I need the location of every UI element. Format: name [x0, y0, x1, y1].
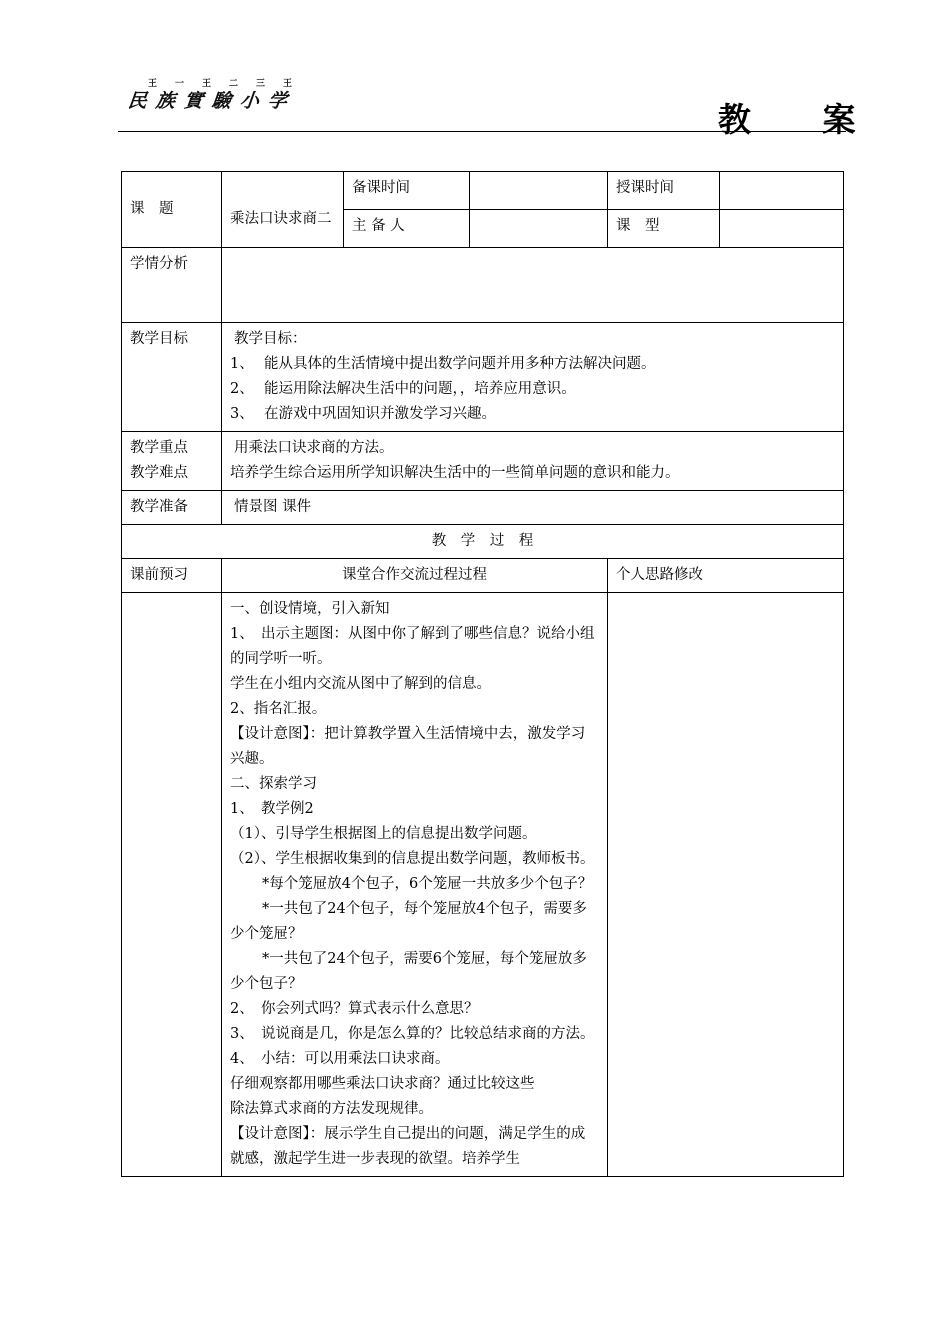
goal-text: 能从具体的生活情境中提出数学问题并用多种方法解决问题。 [264, 356, 656, 372]
process-line: 仔细观察都用哪些乘法口诀求商？通过比较这些 [230, 1076, 535, 1092]
type-label: 课 型 [608, 210, 720, 248]
school-motto: 王一王二三王 [148, 79, 311, 89]
preparer-value [470, 210, 608, 248]
process-line: 3、 说说商是几，你是怎么算的？比较总结求商的方法。 [230, 1026, 595, 1042]
goals-label: 教学目标 [122, 323, 222, 432]
goal-number: 1、 [230, 356, 254, 372]
process-line: 除法算式求商的方法发现规律。 [230, 1101, 433, 1117]
process-line: 2、 你会列式吗？算式表示什么意思？ [230, 1001, 479, 1017]
goal-text: 在游戏中巩固知识并激发学习兴趣。 [264, 406, 496, 422]
goal-text: 能运用除法解决生活中的问题，，培养应用意识。 [264, 381, 576, 397]
process-line: （1）、引导学生根据图上的信息提出数学问题。 [230, 826, 537, 842]
process-line: *一共包了24个包子，需要6个笼屉，每个笼屉放多少个包子？ [230, 951, 587, 992]
prep-time-label: 备课时间 [344, 172, 470, 210]
teach-time-value [720, 172, 844, 210]
keypoint-difficulty-labels [122, 432, 222, 491]
col-class-header: 课堂合作交流过程过程 [222, 559, 608, 593]
process-line: 【设计意图】：展示学生自己提出的问题，满足学生的成就感，激起学生进一步表现的欲望。培养学生 [230, 1126, 586, 1167]
lesson-plan-table [121, 171, 844, 1177]
process-line: 1、 教学例2 [230, 801, 314, 817]
goal-number: 2、 [230, 381, 254, 397]
preparer-label: 主 备 人 [344, 210, 470, 248]
teach-time-label: 授课时间 [608, 172, 720, 210]
process-line: 【设计意图】：把计算教学置入生活情境中去，激发学习兴趣。 [230, 726, 586, 767]
process-line: （2）、学生根据收集到的信息提出数学问题，教师板书。 [230, 851, 595, 867]
topic-label: 课 题 [122, 172, 222, 248]
goals-content [222, 323, 844, 432]
preparation-value: 情景图 课件 [222, 491, 844, 525]
process-line: 1、 出示主题图：从图中你了解到了哪些信息？说给小组的同学听一听。 [230, 626, 595, 667]
goal-number: 3、 [230, 406, 254, 422]
class-process-cell [222, 593, 608, 1177]
type-value [720, 210, 844, 248]
process-title: 教 学 过 程 [122, 525, 844, 559]
process-line: 一、创设情境，引入新知 [230, 601, 390, 617]
col-personal-header: 个人思路修改 [608, 559, 844, 593]
school-logo: 民族實驗小学 [126, 90, 298, 112]
goal-item [230, 352, 835, 377]
goals-heading: 教学目标： [234, 331, 307, 347]
keypoint-value: 用乘法口诀求商的方法。 [234, 440, 394, 456]
difficulty-label: 教学难点 [130, 465, 188, 481]
difficulty-value: 培养学生综合运用所学知识解决生活中的一些简单问题的意识和能力。 [230, 465, 680, 481]
goal-item [230, 377, 835, 402]
keypoint-difficulty-values [222, 432, 844, 491]
topic-value: 乘法口诀求商二 [222, 172, 344, 248]
doc-title: 教 案 [718, 100, 886, 139]
goal-item [230, 402, 835, 427]
process-line: 4、 小结：可以用乘法口诀求商。 [230, 1051, 450, 1067]
analysis-value [222, 248, 844, 323]
process-line: *每个笼屉放4个包子，6个笼屉一共放多少个包子？ [262, 876, 593, 892]
col-preview-header: 课前预习 [122, 559, 222, 593]
process-line: *一共包了24个包子，每个笼屉放4个包子，需要多少个笼屉？ [230, 901, 587, 942]
personal-cell [608, 593, 844, 1177]
keypoint-label: 教学重点 [130, 440, 188, 456]
analysis-label: 学情分析 [122, 248, 222, 323]
process-line: 2、指名汇报。 [230, 701, 327, 717]
preparation-label: 教学准备 [122, 491, 222, 525]
process-line: 二、探索学习 [230, 776, 317, 792]
header-rule [118, 131, 846, 132]
preview-cell [122, 593, 222, 1177]
process-line: 学生在小组内交流从图中了解到的信息。 [230, 676, 491, 692]
prep-time-value [470, 172, 608, 210]
